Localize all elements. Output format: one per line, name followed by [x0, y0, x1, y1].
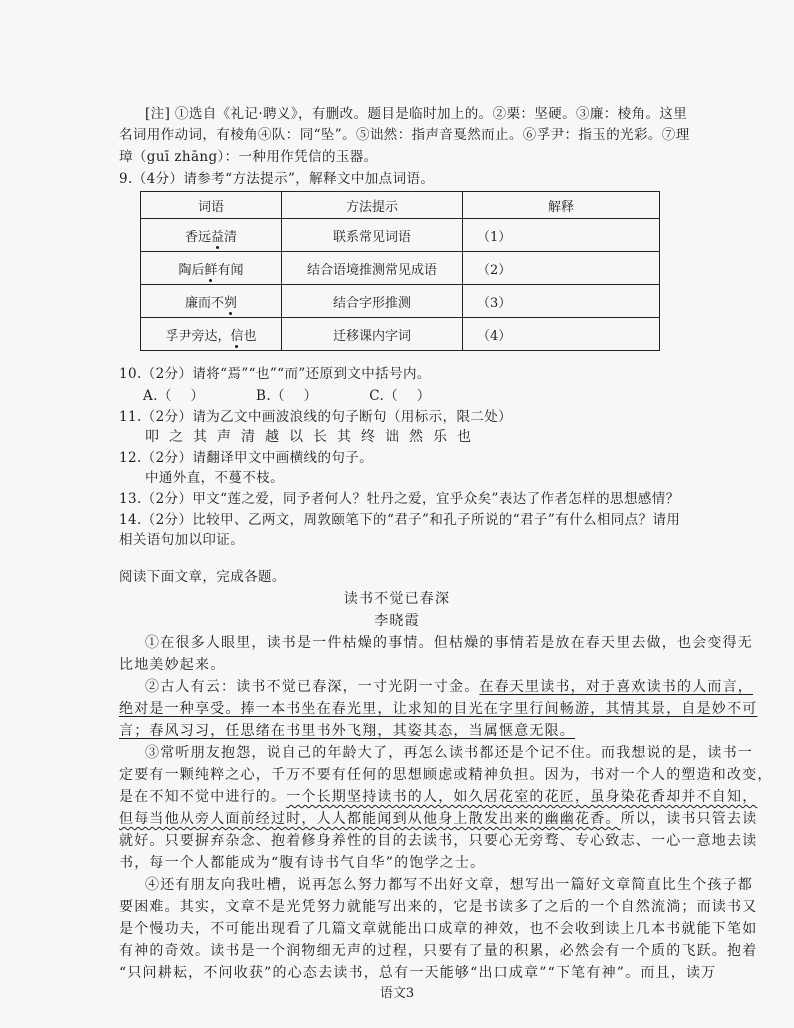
word-post: 也 — [243, 328, 257, 344]
dotted-char: 鲜 — [204, 262, 218, 278]
word-pre: 香远 — [184, 229, 211, 245]
q10-prompt: 10.（2分）请将“焉”“也”“而”还原到文中括号内。 — [119, 366, 431, 382]
paragraph-3-line — [119, 788, 757, 806]
q12-prompt: 12.（2分）请翻译甲文中画横线的句子。 — [119, 450, 374, 466]
word-pre: 廉而不 — [184, 295, 224, 311]
paragraph-2-line — [145, 678, 753, 696]
answer-cell[interactable]: （1） — [463, 219, 660, 252]
note-line-1: [注] ①选自《礼记·聘义》，有删改。题目是临时加上的。②栗：坚硬。③廉：棱角。这里 — [145, 106, 688, 122]
wavy-underlined-text: 人人都能闻到从他身上散发出来的幽幽花香。 — [316, 811, 621, 827]
paragraph-4-line: 要困难。其实，文章不是光凭努力就能写出来的，它是书读多了之后的一个自然流淌；而读书又 — [119, 899, 758, 915]
table-row — [141, 318, 660, 351]
paragraph-3-line: 书，每一个人都能成为“腹有诗书气自华”的饱学之士。 — [119, 855, 486, 871]
paragraph-4-line: 有神的奇效。读书是一个润物细无声的过程，只要有了量的积累，必然会有一个质的飞跃。抱着 — [119, 943, 758, 959]
paragraph-3-line: ③常听朋友抱怨，说自己的年龄大了，再怎么读书都还是个记不住。而我想说的是，读书一 — [145, 745, 753, 761]
header-method: 方法提示 — [282, 192, 463, 219]
paragraph-4-line: 是个慢功夫，不可能出现看了几篇文章就能出口成章的神效，也不会收到读上几本书就能下笔如 — [119, 921, 758, 937]
q11-prompt: 11.（2分）请为乙文中画波浪线的句子断句（用标示，限二处） — [119, 409, 513, 425]
paragraph-1-line: 比地美妙起来。 — [119, 657, 226, 673]
q12-sentence: 中通外直，不蔓不枝。 — [145, 470, 284, 486]
wavy-underlined-text: 但每当他从旁人面前经过时， — [119, 811, 317, 827]
word-pre: 陶后 — [178, 262, 205, 278]
paragraph-2-line — [119, 700, 757, 718]
word-pre: 孚尹旁达， — [165, 328, 231, 344]
word-cell — [141, 252, 282, 285]
table-row — [141, 252, 660, 285]
header-answer: 解释 — [463, 192, 660, 219]
plain-text: 所以，读书只管去读 — [620, 811, 758, 827]
dotted-char: 益 — [210, 229, 224, 245]
word-post: 清 — [224, 229, 238, 245]
word-cell — [141, 285, 282, 318]
q14-prompt-line-1: 14.（2分）比较甲、乙两文，周敦颐笔下的“君子”和孔子所说的“君子”有什么相同点？请用 — [119, 512, 681, 528]
header-word: 词语 — [141, 192, 282, 219]
q13-prompt: 13.（2分）甲文“莲之爱，同予者何人？牡丹之爱，宜乎众矣”表达了作者怎样的思想感情？ — [119, 491, 680, 507]
q10-options: A.（ ） B.（ ） C.（ ） — [143, 388, 431, 404]
article-title: 读书不觉已春深 — [343, 591, 451, 607]
word-cell — [141, 219, 282, 252]
answer-cell[interactable]: （4） — [463, 318, 660, 351]
dotted-char: 信 — [230, 328, 244, 344]
q14-prompt-line-2: 相关语句加以印证。 — [119, 532, 245, 548]
word-cell — [141, 318, 282, 351]
answer-cell[interactable]: （3） — [463, 285, 660, 318]
underlined-text: 言；春风习习，任思绪在书里书外飞翔，其姿其态，当属惬意无限。 — [119, 723, 575, 739]
paragraph-1-line: ①在很多人眼里，读书是一件枯燥的事情。但枯燥的事情若是放在春天里去做，也会变得无 — [145, 635, 753, 651]
paragraph-2-line — [119, 722, 575, 740]
paragraph-3-line — [119, 810, 757, 828]
method-cell: 联系常见词语 — [282, 219, 463, 252]
dotted-char: 刿 — [224, 295, 238, 311]
method-cell: 结合语境推测常见成语 — [282, 252, 463, 285]
wavy-underlined-text: 一个长期坚持读书的人，如久居花室的花匠，虽身染花香却并不自知， — [286, 789, 758, 805]
table-row — [141, 285, 660, 318]
plain-text: 是在不知不觉中进行的。 — [119, 789, 287, 805]
table-row — [141, 219, 660, 252]
q11-sentence: 叩之其声清越以长其终诎然乐也 — [145, 429, 481, 445]
q9-prompt: 9.（4分）请参考“方法提示”，解释文中加点词语。 — [119, 171, 435, 187]
method-cell: 结合字形推测 — [282, 285, 463, 318]
note-line-2: 名词用作动词，有棱角④队：同“坠”。⑤诎然：指声音戛然而止。⑥孚尹：指玉的光彩。⑦理 — [119, 127, 690, 143]
plain-text: ②古人有云：读书不觉已春深，一寸光阴一寸金。 — [145, 679, 480, 695]
method-cell: 迁移课内字词 — [282, 318, 463, 351]
word-post: 有闻 — [217, 262, 244, 278]
q9-table — [140, 191, 660, 351]
paragraph-4-line: ④还有朋友向我吐槽，说再怎么努力都写不出好文章，想写出一篇好文章简直比生个孩子都 — [145, 877, 753, 893]
paragraph-3-line: 定要有一颗纯粹之心，千万不要有任何的思想顾虑或精神负担。因为，书对一个人的塑造和改变， — [119, 767, 773, 783]
underlined-text: 在春天里读书，对于喜欢读书的人而言， — [479, 679, 754, 695]
note-line-3: 璋（guī zhāng）：一种用作凭信的玉器。 — [119, 149, 378, 165]
paragraph-4-line: “只问耕耘，不问收获”的心态去读书，总有一天能够“出口成章”“下笔有神”。而且，读万 — [119, 965, 717, 981]
answer-cell[interactable]: （2） — [463, 252, 660, 285]
underlined-text: 绝对是一种享受。捧一本书坐在春光里，让求知的目光在字里行间畅游，其情其景，自是妙不可 — [119, 701, 758, 717]
paragraph-3-line: 就好。只要摒弃杂念、抱着修身养性的目的去读书，只要心无旁骛、专心致志、一心一意地去读 — [119, 833, 758, 849]
reading-instruction: 阅读下面文章，完成各题。 — [119, 569, 286, 585]
article-author: 李晓霞 — [374, 613, 420, 629]
table-header-row — [141, 192, 660, 219]
page-footer: 语文3 — [379, 986, 415, 1001]
